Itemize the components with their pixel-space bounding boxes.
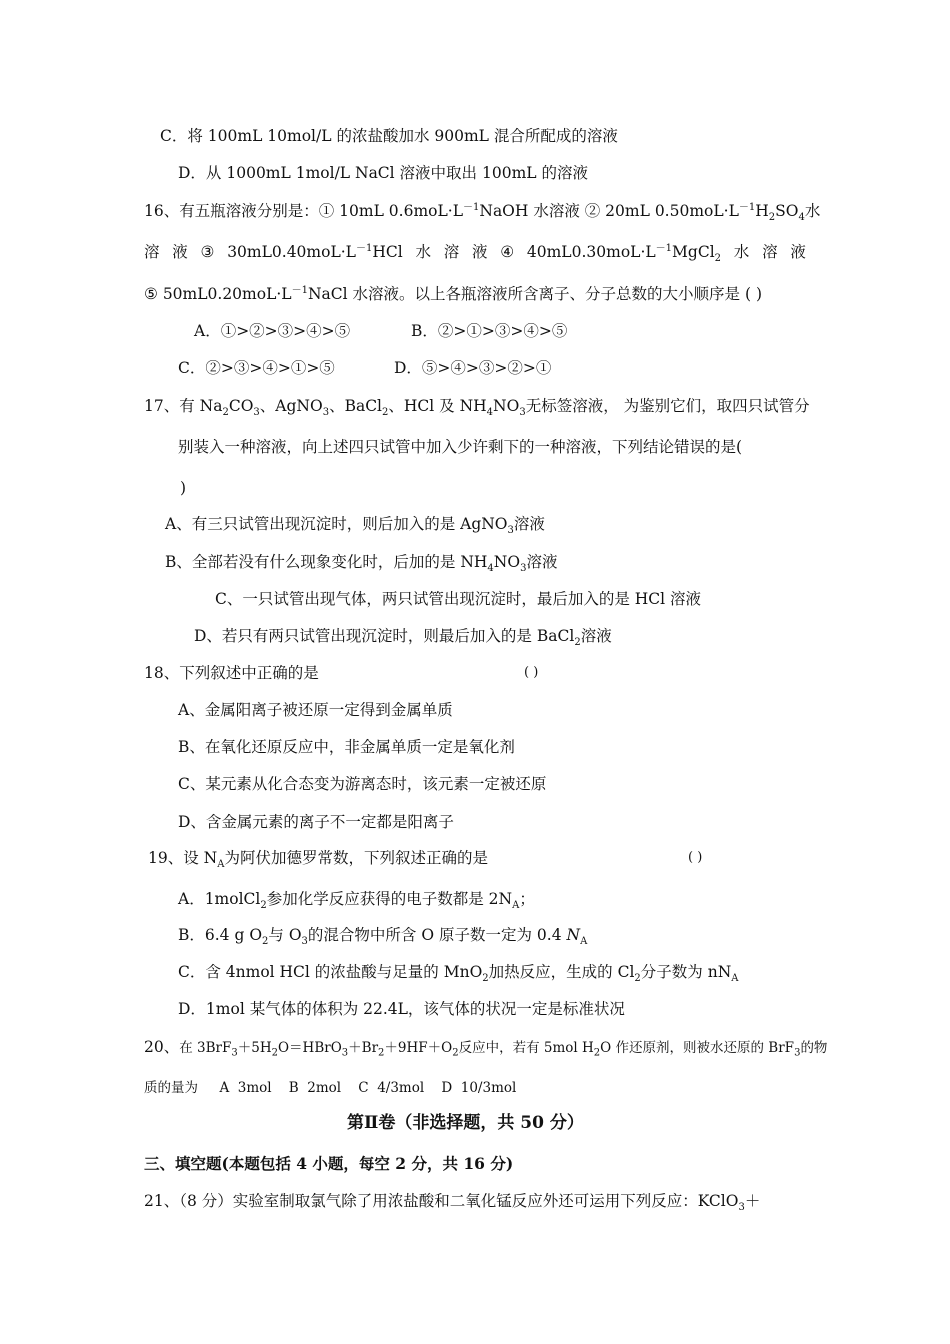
q16-stem-line1: 16、有五瓶溶液分别是：① 10mL $0.6moL\cdot L^{-1}NaOH$ 水溶液 ② 20mL $0.50moL\cdot L^{-1}H_2SO_4$水 [144, 201, 821, 224]
q17-option-d: D、若只有两只试管出现沉淀时，则最后加入的是 BaCl$_2$溶液 [194, 627, 612, 649]
q15-option-d: D．从 1000mL 1mol/L NaCl 溶液中取出 100mL 的溶液 [178, 164, 588, 182]
q21-stem: 21、（8 分）实验室制取氯气除了用浓盐酸和二氧化锰反应外还可运用下列反应：KClO$_3$＋ [144, 1192, 761, 1214]
q16-option-c: C．②>③>④>①>⑤ [178, 359, 335, 377]
q17-stem-line1: 17、有 $Na_2CO_3$、AgNO$_3$、BaCl$_2$、HCl 及 $NH_4NO_3$无标签溶液， 为鉴别它们，取四只试管分 [144, 397, 810, 419]
q16-stem-line3: ⑤ $50mL0.20moL\cdot L^{-1}NaCl$ 水溶液。以上各瓶溶液所含离子、分子总数的大小顺序是 ( ) [144, 284, 762, 303]
q19-option-d: D．1mol 某气体的体积为 22.4L，该气体的状况一定是标准状况 [178, 1000, 625, 1018]
answer-paren: ( ) [744, 285, 762, 303]
q20-stem-line1: 20、在 $3BrF_3+5H_2O=HBrO_3+Br_2+9HF+O_2$反应中，若有 5mol $H_2O$ 作还原剂，则被水还原的 BrF$_3$的物 [144, 1038, 828, 1059]
q16-option-d: D．⑤>④>③>②>① [394, 359, 552, 377]
q18-option-a: A、金属阳离子被还原一定得到金属单质 [178, 701, 453, 719]
q18-option-b: B、在氧化还原反应中，非金属单质一定是氧化剂 [178, 738, 515, 756]
q19-stem: 19、设 $N_A$为阿伏加德罗常数，下列叙述正确的是 [148, 849, 488, 871]
q19-answer-paren: ( ) [688, 850, 703, 865]
q18-answer-paren: ( ) [524, 665, 539, 680]
q18-option-c: C、某元素从化合态变为游离态时，该元素一定被还原 [178, 775, 547, 793]
q18-stem: 18、下列叙述中正确的是 [144, 664, 319, 682]
q18-option-d: D、含金属元素的离子不一定都是阳离子 [178, 813, 454, 831]
q16-option-a: A．①>②>③>④>⑤ [194, 322, 351, 340]
q19-option-a: A．1molCl$_2$参加化学反应获得的电子数都是 $2N_A$； [178, 890, 535, 912]
q17-stem-line2: 别装入一种溶液，向上述四只试管中加入少许剩下的一种溶液，下列结论错误的是( [178, 438, 743, 456]
q15-option-c: C．将 100mL 10mol/L 的浓盐酸加水 900mL 混合所配成的溶液 [160, 127, 618, 145]
part-three-heading: 三、填空题(本题包括 4 小题，每空 2 分，共 16 分) [144, 1154, 514, 1173]
q17-option-c: C、一只试管出现气体，两只试管出现沉淀时，最后加入的是 HCl 溶液 [215, 590, 702, 608]
q19-option-b: B．6.4 g $O_2$与 $O_3$的混合物中所含 O 原子数一定为 0.4 $N_A$ [178, 926, 588, 948]
q16-option-b: B．②>①>③>④>⑤ [411, 322, 568, 340]
q20-stem-line2: 质的量为 A 3mol B 2mol C 4/3mol D 10/3mol [144, 1080, 517, 1096]
section-ii-title: 第Ⅱ卷（非选择题，共 50 分） [347, 1113, 584, 1133]
q19-option-c: C．含 4nmol HCl 的浓盐酸与足量的 MnO$_2$加热反应，生成的 $Cl_2$分子数为 $nN_A$ [178, 963, 739, 985]
q17-stem-line3: ) [180, 479, 187, 497]
q17-option-a: A、有三只试管出现沉淀时，则后加入的是 AgNO$_3$溶液 [165, 515, 545, 537]
q16-stem-line2: 溶 液 ③ $30mL0.40moL\cdot L^{-1}HCl$ 水 溶 液 ④ $40mL0.30moL\cdot L^{-1}MgCl_2$ 水 溶 液 [144, 242, 806, 265]
q17-option-b: B、全部若没有什么现象变化时，后加的是 $NH_4NO_3$溶液 [165, 553, 558, 575]
